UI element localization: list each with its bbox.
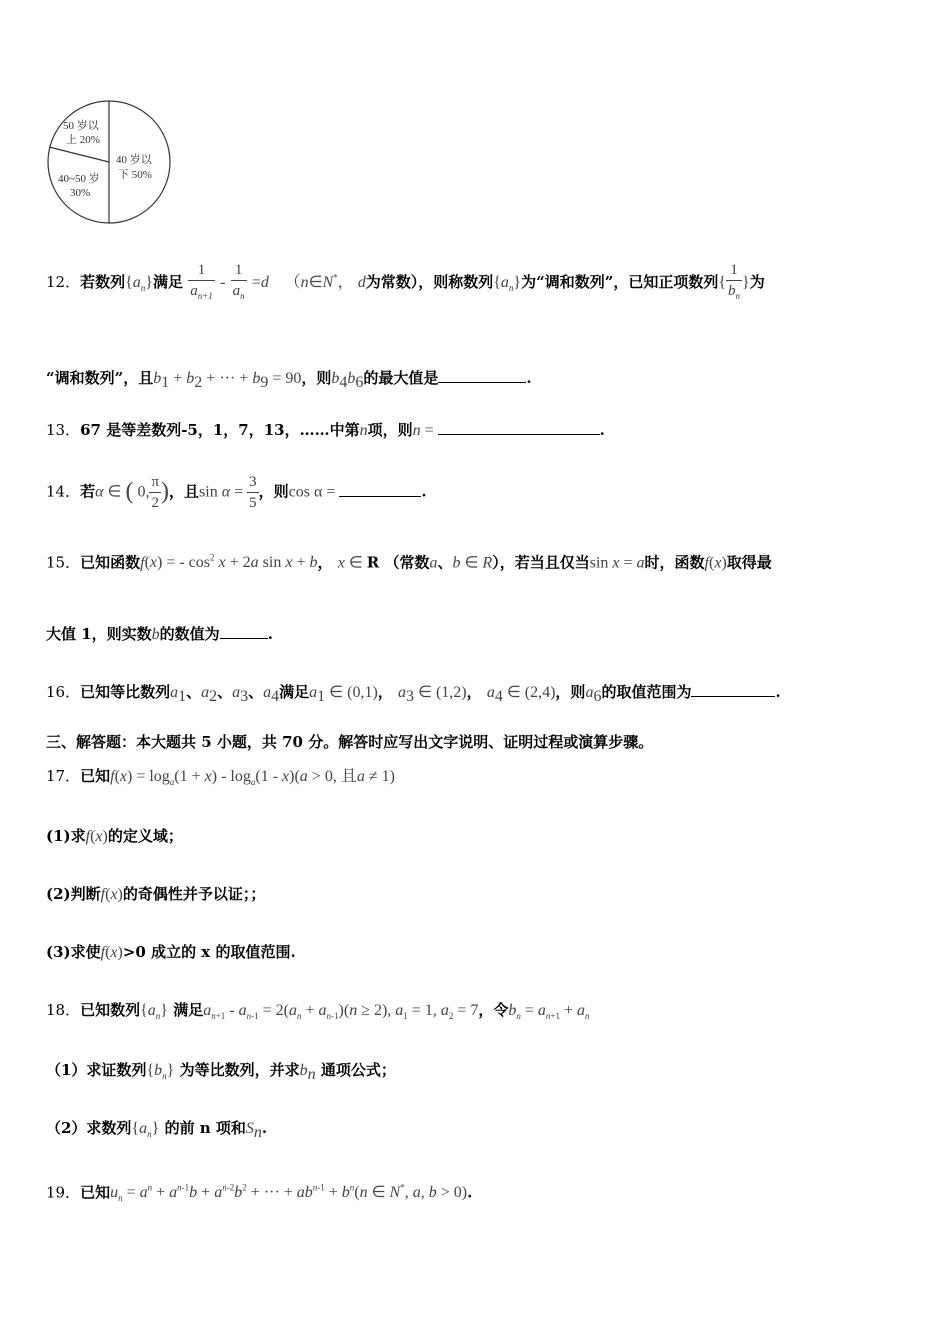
q18: 18．已知数列$\{a_n\}$ 满足$a_{n+1} - a_{n-1} = 2(a_n + a_{n-1})(n \ge 2)$, $a_1 = 1$, $a_2 = 7$，令$b_n = a_{n+1} + a_n$ — [46, 1001, 590, 1022]
q12-number: 12． — [46, 273, 81, 291]
q18-part2: （2）求数列$\{a_n\}$ 的前 n 项和$S_n$. — [46, 1119, 268, 1141]
q17: 17．已知$f(x) = \log_a(1 + x) - \log_a(1 - x)(a > 0$, 且a ≠ 1) — [46, 767, 395, 788]
frac-1-over-an1: $\frac{1}{a_{n+1}}$ — [190, 262, 213, 301]
q14: 14．若α ∈ ( 0, $\frac{\pi}{2}$ )，且sin α = $\frac{3}{5}$ ，则cos α = . — [46, 474, 427, 511]
q12-line1: 12．若数列$\{a_n\}$满足 $\frac{1}{a_{n+1}}$ - $\frac{1}{a_n}$ =d （n∈N*， d为常数），则称数列$\{a_n\}$为“调和数列”，已知正项数列{ $\frac{1}{b_n}$ }为 — [46, 260, 765, 306]
q17-part2: (2)判断f(x)的奇偶性并予以证；； — [46, 885, 266, 903]
frac-1-over-an: $\frac{1}{a_n}$ — [232, 262, 245, 301]
q17-part3: (3)求使f(x)>0 成立的 x 的取值范围. — [46, 943, 296, 961]
q15-line1: 15．已知函数f(x) = - $\cos^2 x + 2a$ sin x + b， x ∈ R （常数a、b ∈ R），若当且仅当sin x = a时，函数f(x)取得最 — [46, 553, 772, 572]
q15-line2: 大值 1，则实数b的数值为 . — [46, 625, 273, 643]
slice-under40-label2: 下 50% — [118, 169, 152, 181]
q13-answer-blank[interactable] — [438, 420, 600, 435]
q12-answer-blank[interactable] — [438, 368, 526, 383]
section3-heading: 三、解答题：本大题共 5 小题，共 70 分。解答时应写出文字说明、证明过程或演算步骤。 — [46, 733, 654, 751]
q17-part1: (1)求f(x)的定义域； — [46, 827, 183, 845]
q14-answer-blank[interactable] — [339, 482, 421, 497]
slice-under40-label1: 40 岁以 — [116, 154, 152, 166]
slice-50plus-label2: 上 20% — [66, 134, 100, 146]
age-pie-chart — [46, 100, 176, 230]
q18-part1: （1）求证数列$\{b_n\}$ 为等比数列，并求$b_n$ 通项公式； — [46, 1061, 396, 1083]
q16: 16．已知等比数列$a_1$、$a_2$、$a_3$、$a_4$满足$a_1$ ∈ (0,1)， $a_3$ ∈ (1,2)， $a_4$ ∈ (2,4)，则$a_6$的取值范围为 . — [46, 683, 781, 705]
q19: 19．已知$u_n = a^n + a^{n-1}b + a^{n-2}b^2$ + ··· + $ab^{n-1} + b^n(n$ ∈ N*, a, b > 0). — [46, 1183, 473, 1204]
q16-answer-blank[interactable] — [691, 682, 775, 697]
q12-line2: “调和数列”，且$b_1 + b_2$ + ··· + $b_9 = 90$，则$b_4b_6$的最大值是 . — [46, 369, 532, 391]
slice-40to50-label1: 40~50 岁 — [58, 173, 100, 185]
slice-50plus-label1: 50 岁以 — [63, 120, 99, 132]
slice-40to50-label2: 30% — [70, 187, 91, 199]
q15-answer-blank[interactable] — [220, 624, 268, 639]
q13: 13．67 是等差数列-5，1，7，13，……中第n项，则n = . — [46, 421, 605, 439]
